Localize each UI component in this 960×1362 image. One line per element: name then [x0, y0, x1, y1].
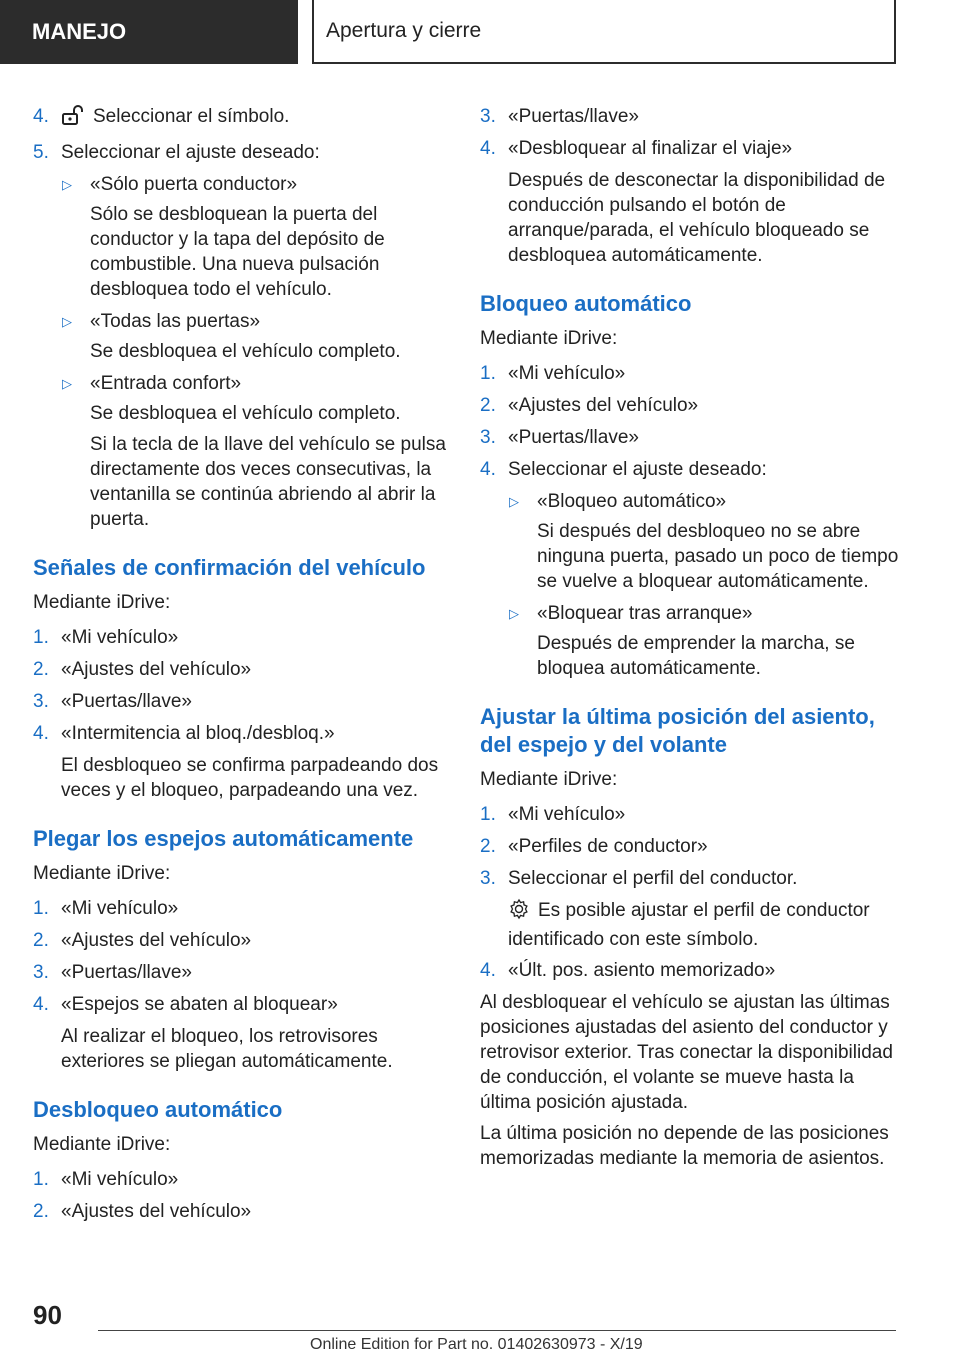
page-header: [0, 0, 960, 68]
list-item: 2. «Perfiles de conductor»: [480, 836, 708, 857]
list-item: 4. «Últ. pos. asiento memorizado»: [480, 960, 776, 981]
section-heading: Desbloqueo automático: [33, 1097, 283, 1122]
section-intro: Mediante iDrive:: [33, 592, 171, 613]
triangle-bullet-icon: ▷: [62, 314, 72, 329]
right-column: [480, 98, 900, 1177]
gear-icon: [508, 898, 530, 927]
list-item: 4. Seleccionar el ajuste deseado:: [480, 459, 767, 480]
list-item: [33, 104, 451, 133]
chapter-tab: Apertura y cierre: [312, 0, 896, 64]
list-number: 5.: [33, 142, 49, 163]
section-intro: Mediante iDrive:: [33, 1134, 171, 1155]
triangle-bullet-icon: ▷: [62, 177, 72, 192]
option-label: «Todas las puertas»: [90, 311, 261, 332]
list-number: 4.: [33, 106, 49, 127]
list-item: 2. «Ajustes del vehículo»: [33, 930, 252, 951]
list-item: [33, 140, 451, 165]
option-label: «Sólo puerta conductor»: [90, 174, 298, 195]
list-item: 3. «Puertas/llave»: [33, 962, 192, 983]
triangle-bullet-icon: ▷: [509, 494, 519, 509]
left-column: [33, 98, 451, 1231]
section-heading: Plegar los espejos automáticamente: [33, 826, 414, 851]
list-item: 1. «Mi vehículo»: [33, 627, 179, 648]
section-intro: Mediante iDrive:: [33, 863, 171, 884]
item-note: Al realizar el bloqueo, los retrovisores exteriores se pliegan automáticamente.: [61, 1026, 393, 1072]
section-intro: Mediante iDrive:: [480, 769, 618, 790]
item-note: Después de desconectar la disponibilidad de conducción pulsando el botón de arranque/parada, el vehículo bloqueado se desbloquea automáticamente.: [508, 170, 886, 266]
option-item: [33, 371, 451, 396]
list-item: 3. «Puertas/llave»: [33, 691, 192, 712]
option-item: [33, 172, 451, 197]
option-desc: Sólo se desbloquean la puerta del conductor y la tapa del depósito de combustible. Una nueva pulsación desbloquea todo el vehículo.: [90, 204, 385, 300]
list-item: 2. «Ajustes del vehículo»: [33, 1201, 252, 1222]
section-heading: Ajustar la última posición del asiento, del espejo y del volante: [480, 704, 875, 757]
section-heading: Señales de confirmación del vehículo: [33, 555, 426, 580]
body-paragraph: La última posición no depende de las posiciones memorizadas mediante la memoria de asientos.: [480, 1123, 889, 1169]
section-intro: Mediante iDrive:: [480, 328, 618, 349]
triangle-bullet-icon: ▷: [62, 376, 72, 391]
list-item: 1. «Mi vehículo»: [480, 804, 626, 825]
list-item: 3. «Puertas/llave»: [480, 106, 639, 127]
list-item: 1. «Mi vehículo»: [33, 898, 179, 919]
footer-divider: [98, 1330, 896, 1331]
icon-note: Es posible ajustar el perfil de conductor identificado con este símbolo.: [508, 900, 870, 950]
list-text: Seleccionar el ajuste deseado:: [61, 142, 320, 163]
option-label: «Entrada confort»: [90, 373, 242, 394]
option-desc: Si después del desbloqueo no se abre ninguna puerta, pasado un poco de tiempo se vuelve a bloquear automáticamente.: [537, 521, 899, 592]
unlock-icon: [61, 104, 85, 133]
section-tab: MANEJO: [0, 0, 298, 64]
option-desc: Se desbloquea el vehículo completo.: [90, 341, 401, 362]
section-heading: Bloqueo automático: [480, 291, 692, 316]
list-item: 3. «Puertas/llave»: [480, 427, 639, 448]
list-item: 4. «Intermitencia al bloq./desbloq.»: [33, 723, 335, 744]
list-text: Seleccionar el símbolo.: [93, 106, 290, 127]
option-item: ▷ «Bloquear tras arranque»: [509, 603, 753, 624]
list-item: 3. Seleccionar el perfil del conductor.: [480, 868, 798, 889]
list-item: 2. «Ajustes del vehículo»: [33, 659, 252, 680]
list-item: 1. «Mi vehículo»: [480, 363, 626, 384]
option-desc: Si la tecla de la llave del vehículo se pulsa directamente dos veces consecutivas, la ventanilla se continúa abriendo al abrir la puerta.: [90, 434, 446, 530]
list-item: 4. «Espejos se abaten al bloquear»: [33, 994, 338, 1015]
option-desc: Después de emprender la marcha, se bloquea automáticamente.: [537, 633, 855, 679]
option-desc: Se desbloquea el vehículo completo.: [90, 403, 401, 424]
list-item: 2. «Ajustes del vehículo»: [480, 395, 699, 416]
list-item: 1. «Mi vehículo»: [33, 1169, 179, 1190]
list-item: 4. «Desbloquear al finalizar el viaje»: [480, 138, 793, 159]
page-number: 90: [33, 1300, 62, 1330]
option-item: [33, 309, 451, 334]
item-note: El desbloqueo se confirma parpadeando dos veces y el bloqueo, parpadeando una vez.: [61, 755, 439, 801]
triangle-bullet-icon: ▷: [509, 606, 519, 621]
option-item: ▷ «Bloqueo automático»: [509, 491, 727, 512]
body-paragraph: Al desbloquear el vehículo se ajustan las últimas posiciones ajustadas del asiento del conductor y retrovisor exterior. Tras conectar la disponibilidad de conducción, el volante se mueve hasta la última posición ajustada.: [480, 992, 893, 1113]
edition-text: Online Edition for Part no. 01402630973 - X/19: [310, 1336, 643, 1353]
